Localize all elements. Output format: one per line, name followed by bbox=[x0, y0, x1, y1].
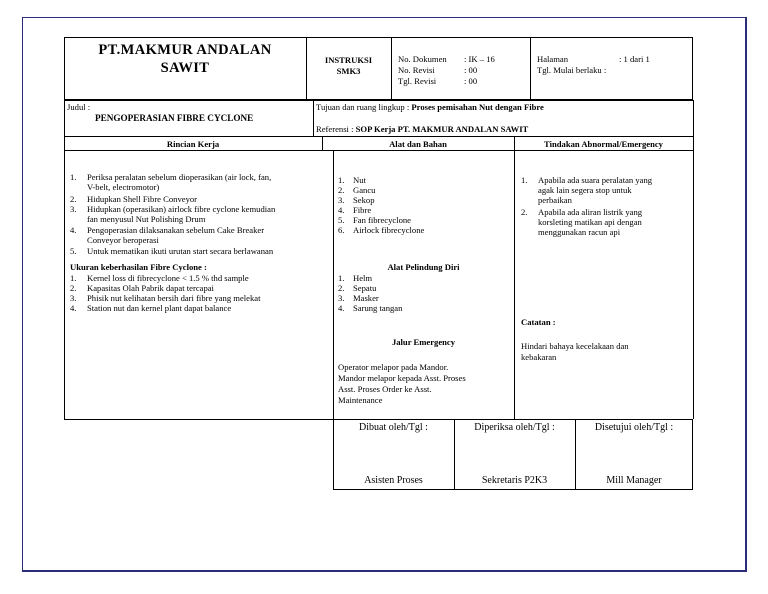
rincian-item-text: Untuk mematikan ikuti urutan start secara berlawanan bbox=[87, 246, 274, 256]
apd-item: 3. bbox=[338, 293, 345, 303]
ukuran-item: 2. bbox=[70, 283, 77, 293]
apd-title: Alat Pelindung Diri bbox=[387, 262, 460, 272]
apd-item: 4. bbox=[338, 303, 345, 313]
rincian-item: 3. bbox=[70, 204, 77, 214]
scope-line bbox=[316, 103, 544, 112]
catatan-line: Hindari bahaya kecelakaan dan bbox=[521, 341, 629, 351]
catatan-title: Catatan : bbox=[521, 317, 556, 327]
checked-by-label: Diperiksa oleh/Tgl : bbox=[474, 422, 555, 433]
rincian-item-text: Periksa peralatan sebelum dioperasikan (air lock, fan, V-belt, electromotor) bbox=[87, 172, 272, 192]
jalur-title: Jalur Emergency bbox=[391, 337, 456, 347]
rincian-item: 4. bbox=[70, 225, 77, 235]
approved-by-label: Disetujui oleh/Tgl : bbox=[594, 422, 674, 433]
body-left-border bbox=[64, 100, 65, 419]
apd-item-text: Sepatu bbox=[353, 283, 377, 293]
alat-item-text: Sekop bbox=[353, 195, 375, 205]
col-divider-2 bbox=[514, 136, 515, 419]
tindakan-item: 1. bbox=[521, 175, 528, 185]
header-divider-2 bbox=[391, 37, 392, 100]
alat-item-text: Fibre bbox=[353, 205, 372, 215]
scope-label: Tujuan dan ruang lingkup : bbox=[316, 102, 412, 112]
judul-value: PENGOPERASIAN FIBRE CYCLONE bbox=[95, 113, 254, 123]
approved-by-role: Mill Manager bbox=[606, 475, 662, 486]
rincian-item: 5. bbox=[70, 246, 77, 256]
rev-value: : 00 bbox=[464, 65, 478, 75]
made-by-label: Dibuat oleh/Tgl : bbox=[359, 422, 428, 433]
doc-no-label: No. Dokumen bbox=[398, 54, 447, 64]
company-name-line1: PT.MAKMUR ANDALAN bbox=[98, 42, 272, 58]
ukuran-item: 1. bbox=[70, 273, 77, 283]
ref-label: Referensi : bbox=[316, 124, 356, 134]
title-divider bbox=[313, 100, 314, 136]
made-by-role: Asisten Proses bbox=[364, 475, 423, 486]
rincian-item-text: Pengoperasian dilaksanakan sebelum Cake Breaker Conveyor beroperasi bbox=[87, 225, 265, 245]
rev-date-value: : 00 bbox=[464, 76, 478, 86]
tindakan-item: 2. bbox=[521, 207, 528, 217]
header-divider-3 bbox=[530, 37, 531, 100]
alat-item-text: Nut bbox=[353, 175, 366, 185]
body-right-border bbox=[693, 100, 694, 419]
apd-item: 2. bbox=[338, 283, 345, 293]
colhead-bottom-line bbox=[64, 150, 693, 151]
apd-item: 1. bbox=[338, 273, 345, 283]
jalur-line: Mandor melapor kepada Asst. Proses bbox=[338, 373, 466, 383]
rincian-item: 2. bbox=[70, 194, 77, 204]
alat-item-text: Airlock fibrecyclone bbox=[353, 225, 425, 235]
rev-date-label: Tgl. Revisi bbox=[398, 76, 437, 86]
page-value: : 1 dari 1 bbox=[619, 54, 650, 64]
rincian-item: 1. bbox=[70, 172, 77, 182]
col-divider-1-top bbox=[322, 136, 323, 150]
ukuran-item: 3. bbox=[70, 293, 77, 303]
apd-item-text: Helm bbox=[353, 273, 373, 283]
jalur-line: Maintenance bbox=[338, 395, 383, 405]
ukuran-item-text: Kapasitas Olah Pabrik dapat tercapai bbox=[87, 283, 214, 293]
page-label: Halaman bbox=[537, 54, 569, 64]
ukuran-title: Ukuran keberhasilan Fibre Cyclone : bbox=[70, 262, 207, 272]
start-date-label: Tgl. Mulai berlaku : bbox=[537, 65, 607, 75]
col-rincian-header: Rincian Kerja bbox=[166, 139, 220, 149]
rev-label: No. Revisi bbox=[398, 65, 435, 75]
alat-item: 6. bbox=[338, 225, 345, 235]
alat-item: 4. bbox=[338, 205, 345, 215]
apd-item-text: Masker bbox=[353, 293, 379, 303]
ukuran-item: 4. bbox=[70, 303, 77, 313]
apd-item-text: Sarung tangan bbox=[353, 303, 403, 313]
col-alat-header: Alat dan Bahan bbox=[389, 139, 447, 149]
ref-value: SOP Kerja PT. MAKMUR ANDALAN SAWIT bbox=[355, 124, 529, 134]
doc-type-line1: INSTRUKSI bbox=[324, 55, 373, 65]
colhead-top-line bbox=[64, 136, 693, 137]
title-top-line bbox=[64, 100, 693, 101]
doc-type-line2: SMK3 bbox=[336, 66, 361, 76]
alat-item-text: Fan fibrecyclone bbox=[353, 215, 411, 225]
tindakan-item-text: Apabila ada suara peralatan yang agak lain segera stop untuk perbaikan bbox=[538, 175, 653, 205]
alat-item: 1. bbox=[338, 175, 345, 185]
alat-item: 5. bbox=[338, 215, 345, 225]
company-name-line2: SAWIT bbox=[160, 60, 210, 76]
col-tindakan-header: Tindakan Abnormal/Emergency bbox=[544, 139, 663, 149]
catatan-line: kebakaran bbox=[521, 352, 557, 362]
judul-label: Judul : bbox=[67, 102, 91, 112]
alat-item: 3. bbox=[338, 195, 345, 205]
ukuran-item-text: Kernel loss di fibrecyclone < 1.5 % thd sample bbox=[87, 273, 249, 283]
alat-item-text: Gancu bbox=[353, 185, 376, 195]
rincian-item-text: Hidupkan Shell Fibre Conveyor bbox=[87, 194, 198, 204]
alat-item: 2. bbox=[338, 185, 345, 195]
checked-by-role: Sekretaris P2K3 bbox=[481, 475, 548, 486]
ref-line bbox=[316, 125, 528, 134]
rincian-item-text: Hidupkan (operasikan) airlock fibre cyclone kemudian fan menyusul Nut Polishing Drum bbox=[87, 204, 276, 224]
ukuran-item-text: Station nut dan kernel plant dapat balance bbox=[87, 303, 232, 313]
tindakan-item-text: Apabila ada aliran listrik yang korsleting matikan api dengan menggunakan racun api bbox=[538, 207, 643, 237]
ukuran-item-text: Phisik nut kelihatan bersih dari fibre yang melekat bbox=[87, 293, 261, 303]
doc-no-value: : IK – 16 bbox=[464, 54, 495, 64]
col-divider-1 bbox=[333, 150, 334, 419]
jalur-line: Asst. Proses Order ke Asst. bbox=[338, 384, 432, 394]
scope-value: Proses pemisahan Nut dengan Fibre bbox=[411, 102, 544, 112]
jalur-line: Operator melapor pada Mandor. bbox=[338, 362, 449, 372]
